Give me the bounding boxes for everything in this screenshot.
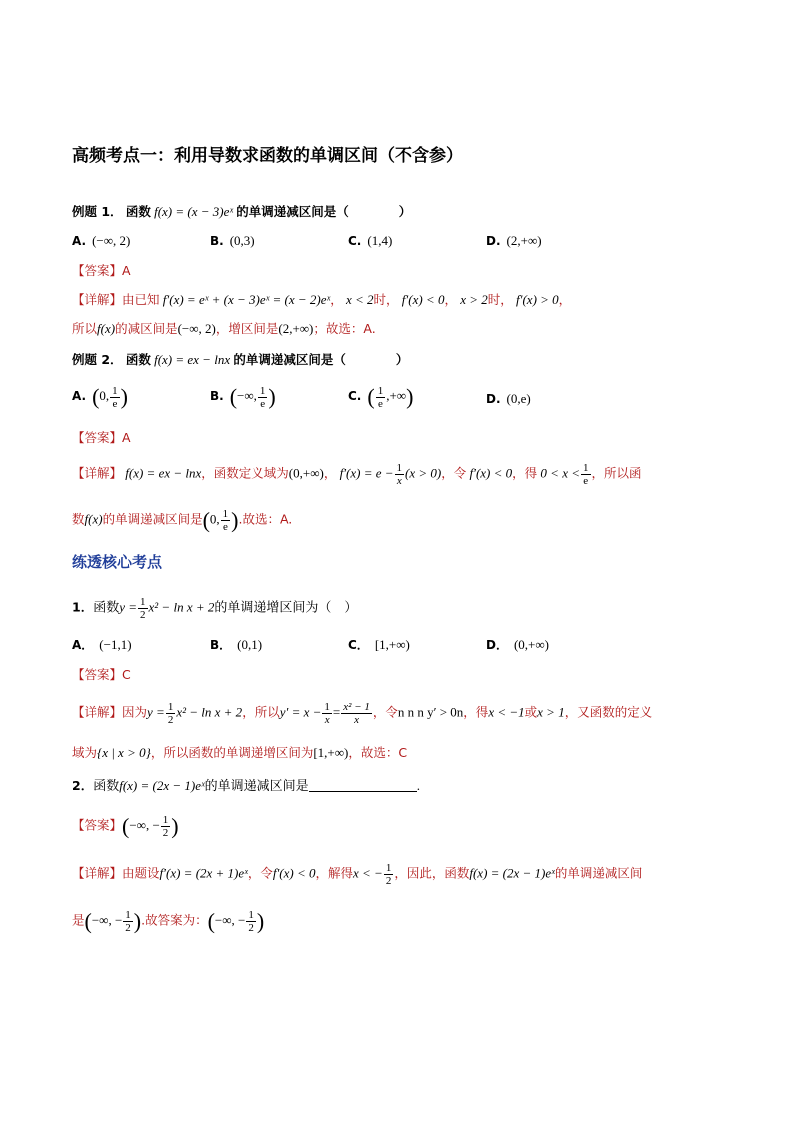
fraction (581, 462, 591, 487)
question-text: 函数 (93, 599, 120, 615)
math: f(x) (84, 511, 103, 527)
example-1-question (72, 203, 411, 221)
example-2-question (72, 351, 408, 369)
detail-text: ，故选：C (348, 745, 408, 760)
detail-text: ，所以函数的单调递增区间为 (150, 745, 314, 760)
math: f(x) = (2x − 1)eˣ (119, 778, 205, 793)
question-number: 2． (72, 778, 94, 793)
denominator: 2 (167, 714, 174, 726)
option-key: D． (486, 638, 508, 652)
page-heading: 高频考点一：利用导数求函数的单调区间（不含参） (72, 146, 463, 166)
paren-close: ) (231, 507, 239, 533)
math: y = (147, 704, 165, 720)
option-key: C. (348, 234, 362, 248)
fraction (376, 385, 386, 410)
answer-tag: 【答案】 (72, 430, 123, 445)
detail-text: ，解得 (315, 865, 354, 881)
example-2-detail-line-2 (72, 508, 292, 533)
denominator: x (324, 714, 330, 726)
option-value: ,+∞ (386, 387, 407, 403)
detail-text: 由题设 (122, 865, 160, 881)
paren-open: ( (84, 908, 92, 934)
paren-open: ( (229, 384, 238, 409)
math: −∞, − (214, 912, 246, 928)
paren-close: ) (120, 384, 128, 409)
option-value: (0,e) (506, 391, 531, 406)
paren-close: ) (171, 813, 179, 839)
detail-text: ，增区间是 (215, 321, 279, 336)
numerator: 1 (324, 701, 330, 713)
math: x < − (353, 865, 383, 881)
denominator: 2 (140, 609, 146, 621)
option-b (210, 233, 255, 249)
math: f′(x) = e − (339, 465, 394, 481)
option-d (486, 233, 542, 249)
function-expression: f(x) = (x − 3)eˣ (154, 204, 234, 219)
detail-text: ， (323, 465, 337, 481)
option-d (486, 636, 549, 653)
detail-text: ，令 (247, 865, 273, 881)
math: x² − ln x + 2 (148, 599, 215, 615)
math: −∞, − (91, 912, 123, 928)
example-2-answer (72, 429, 131, 447)
denominator: x (354, 714, 359, 726)
question-text: 的单调递减区间是 (204, 778, 309, 793)
detail-tag: 【详解】 (72, 292, 123, 307)
option-value: (−∞, 2) (92, 233, 131, 248)
fraction (138, 596, 148, 621)
math: n n n y′ > 0n (397, 704, 464, 720)
denominator: e (112, 397, 118, 410)
option-key: C. (348, 388, 362, 403)
detail-text: ；故选：A. (313, 321, 376, 336)
function-expression: f(x) = ex − lnx (154, 352, 231, 367)
fraction (384, 862, 394, 887)
numerator: 1 (248, 909, 254, 921)
detail-text: ，所以函 (591, 465, 642, 481)
answer-tag: 【答案】 (72, 263, 123, 278)
option-c (348, 384, 413, 410)
math: f′(x) = eˣ + (x − 3)eˣ = (x − 2)eˣ (162, 292, 331, 307)
option-key: A. (72, 234, 87, 248)
option-a (72, 384, 128, 410)
detail-text: ，令 (372, 704, 398, 720)
numerator: 1 (125, 909, 131, 921)
question-2-detail-line-1 (72, 862, 642, 887)
question-text: 的单调递减区间是（ ） (233, 352, 409, 367)
example-2-detail-line-1 (72, 462, 642, 487)
option-key: A. (72, 388, 87, 403)
fraction (395, 462, 405, 487)
paren-close: ) (268, 384, 276, 409)
math: f′(x) < 0 (469, 465, 513, 481)
paren-close: ) (406, 384, 414, 409)
option-value: (0,3) (229, 233, 255, 248)
answer-value: C (122, 667, 131, 682)
numerator: 1 (167, 701, 174, 713)
numerator: 1 (583, 462, 589, 474)
detail-text: ，因此，函数 (394, 865, 470, 881)
detail-text: 时， (487, 292, 513, 307)
fraction (258, 385, 268, 410)
fraction (322, 701, 332, 726)
math: x < 2 (345, 292, 374, 307)
example-label: 例题 2． (72, 352, 123, 367)
denominator: e (378, 397, 383, 410)
fraction (123, 909, 133, 934)
detail-text: ，得 (512, 465, 538, 481)
option-key: D. (486, 234, 501, 248)
paren-open: ( (202, 507, 210, 533)
math: (0,+∞) (288, 465, 324, 481)
denominator: 2 (125, 922, 131, 934)
math: (x > 0) (405, 465, 442, 481)
math: f(x) = (2x − 1)eˣ (469, 865, 555, 881)
detail-text: 或 (524, 704, 538, 720)
numerator: 1 (385, 862, 392, 874)
numerator: 1 (140, 596, 146, 608)
detail-text: 的单调递减区间是 (102, 511, 203, 527)
numerator: 1 (377, 384, 384, 397)
math: f′(x) < 0 (272, 865, 316, 881)
example-1-detail-line-2 (72, 320, 376, 338)
fraction (221, 508, 231, 533)
option-key: B. (210, 388, 224, 403)
math: (−∞, 2) (177, 321, 216, 336)
option-key: A． (72, 638, 94, 652)
detail-text: .故答案为： (141, 912, 208, 928)
detail-tag: 【详解】 (72, 865, 123, 881)
fraction (166, 701, 176, 726)
option-value: −∞, (237, 387, 257, 403)
denominator: e (260, 397, 266, 410)
math: f(x) = ex − lnx (125, 465, 202, 481)
paren-close: ) (256, 908, 265, 934)
question-text: 函数 (125, 352, 151, 367)
option-b (210, 636, 262, 653)
question-1-answer (72, 666, 131, 684)
answer-blank (309, 779, 417, 792)
math: −∞, − (129, 817, 160, 833)
detail-text: 是 (72, 912, 85, 928)
option-c (348, 233, 392, 249)
option-value: (−1,1) (99, 637, 132, 652)
math: f′(x) < 0 (401, 292, 445, 307)
numerator: 1 (222, 508, 229, 520)
question-1-detail-line-2 (72, 744, 407, 762)
question-1-detail-line-1 (72, 701, 652, 726)
paren-open: ( (92, 384, 100, 409)
math: y = (119, 599, 138, 615)
numerator: 1 (162, 814, 169, 826)
option-value: 0, (99, 387, 110, 403)
fraction (246, 909, 256, 934)
detail-text: ，又函数的定义 (564, 704, 653, 720)
detail-text: 数 (72, 511, 85, 527)
option-value: [1,+∞) (374, 637, 410, 652)
numerator: 1 (259, 384, 266, 397)
math: x² − ln x + 2 (176, 704, 243, 720)
detail-text: 的单调递减区间 (554, 865, 643, 881)
detail-text: 由已知 (122, 292, 160, 307)
detail-text: 时， (373, 292, 399, 307)
option-c (348, 636, 410, 653)
denominator: e (583, 475, 589, 487)
fraction (110, 385, 120, 410)
fraction (341, 701, 372, 726)
detail-text: ，得 (463, 704, 489, 720)
option-value: (2,+∞) (506, 233, 542, 248)
math: 0 < x < (540, 465, 580, 481)
math: = (332, 704, 341, 720)
denominator: 2 (248, 922, 254, 934)
option-key: B． (210, 638, 232, 652)
example-1-answer (72, 262, 131, 280)
math: y′ = x − (279, 704, 322, 720)
denominator: 2 (162, 827, 169, 839)
question-2-answer (72, 814, 179, 839)
fraction (161, 814, 171, 839)
option-d (486, 391, 531, 407)
question-text: 函数 (125, 204, 151, 219)
question-1 (72, 596, 357, 621)
math: x > 1 (537, 704, 565, 720)
option-key: D. (486, 392, 501, 406)
option-key: C． (348, 638, 369, 652)
option-value: (0,+∞) (513, 637, 549, 652)
answer-value: A (122, 263, 131, 278)
answer-tag: 【答案】 (72, 817, 123, 833)
detail-text: ，令 (441, 465, 467, 481)
math: [1,+∞) (313, 745, 349, 760)
detail-text: ， (330, 292, 343, 307)
detail-text: .故选：A. (238, 511, 293, 527)
math: x > 2 (460, 292, 488, 307)
option-a (72, 636, 132, 653)
detail-text: 的减区间是 (115, 321, 178, 336)
detail-text: 域为 (72, 745, 98, 760)
option-a (72, 233, 130, 249)
denominator: x (396, 475, 402, 487)
detail-text: ，函数定义域为 (201, 465, 289, 481)
detail-text: ，所以 (242, 704, 280, 720)
math: {x | x > 0} (97, 745, 151, 760)
detail-tag: 【详解】 (72, 704, 123, 720)
numerator: 1 (112, 384, 118, 397)
math: 0, (209, 511, 220, 527)
math: f′(x) = (2x + 1)eˣ (159, 865, 248, 881)
paren-open: ( (207, 908, 215, 934)
example-label: 例题 1． (72, 204, 123, 219)
question-2 (72, 777, 420, 795)
detail-tag: 【详解】 (72, 465, 123, 481)
answer-value: A (122, 430, 131, 445)
section-title: 练透核心考点 (72, 553, 163, 571)
denominator: e (222, 521, 228, 533)
paren-open: ( (367, 384, 375, 409)
detail-text: ， (444, 292, 457, 307)
denominator: 2 (385, 875, 392, 887)
math: (2,+∞) (278, 321, 314, 336)
question-text: 函数 (93, 778, 120, 793)
paren-open: ( (122, 813, 130, 839)
option-value: (0,1) (237, 637, 263, 652)
question-text: 的单调递减区间是（ ） (236, 204, 412, 219)
numerator: 1 (396, 462, 403, 474)
paren-close: ) (133, 908, 142, 934)
math: x < −1 (488, 704, 525, 720)
question-text: 的单调递增区间为（ ） (214, 599, 358, 615)
option-key: B. (210, 234, 224, 248)
numerator: x² − 1 (343, 701, 370, 713)
question-text: . (416, 778, 420, 793)
math: f′(x) > 0 (516, 292, 559, 307)
option-value: (1,4) (367, 233, 393, 248)
answer-tag: 【答案】 (72, 667, 123, 682)
math: f(x) (97, 321, 116, 336)
question-number: 1． (72, 599, 94, 615)
example-1-detail-line-1 (72, 291, 571, 309)
question-2-detail-line-2 (72, 909, 264, 934)
detail-text: 因为 (122, 704, 148, 720)
detail-text: ， (558, 292, 572, 307)
option-b (210, 384, 276, 410)
detail-text: 所以 (72, 321, 98, 336)
